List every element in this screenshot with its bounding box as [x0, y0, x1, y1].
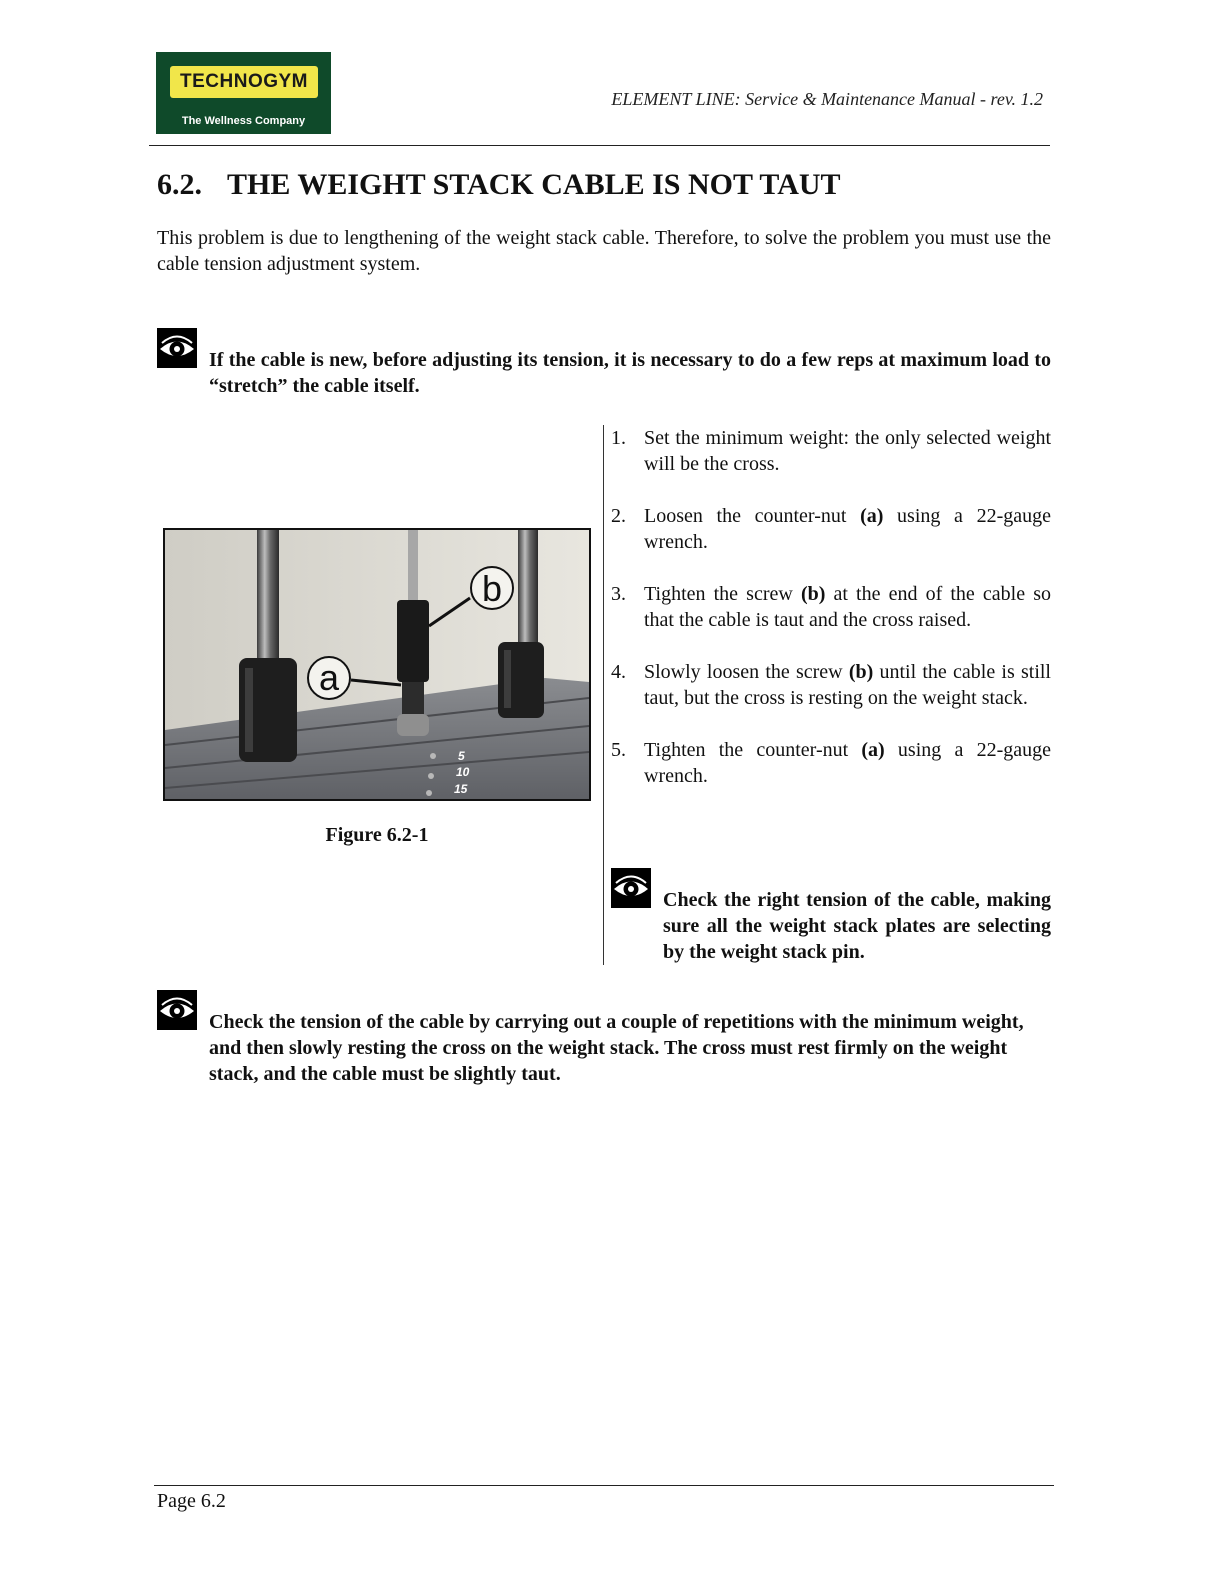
- callout-b-label: b: [481, 568, 503, 609]
- step-item: [611, 503, 1051, 555]
- note-check-plates: Check the right tension of the cable, making sure all the weight stack plates are selecting by the weight stack pin.: [663, 889, 1051, 963]
- manual-title: ELEMENT LINE: Service & Maintenance Manual - rev. 1.2: [611, 89, 1043, 109]
- plate-label-15: 15: [454, 782, 468, 796]
- step-item: [611, 425, 1051, 477]
- step-text: Tighten the counter-nut: [644, 739, 862, 761]
- step-text: using a 22-gauge wrench.: [644, 739, 1051, 787]
- section-number: 6.2.: [157, 168, 202, 201]
- step-number: 2.: [611, 505, 626, 527]
- section-heading: [157, 168, 841, 202]
- step-number: 1.: [611, 427, 626, 449]
- step-text: using a 22-gauge wrench.: [644, 505, 1051, 553]
- logo-wordmark: TECHNOGYM: [180, 71, 308, 92]
- step-item: [611, 659, 1051, 711]
- eye-icon: [611, 868, 651, 908]
- step-text: Loosen the counter-nut: [644, 505, 861, 527]
- note-check-tension: Check the tension of the cable by carrying out a couple of repetitions with the minimum weight, and then slowly resting the cross on the weight stack. The cross must rest firmly on the weight stack, and the cable must be slightly taut.: [209, 1011, 1024, 1085]
- section-title: THE WEIGHT STACK CABLE IS NOT TAUT: [227, 168, 841, 201]
- logo-tagline: The Wellness Company: [181, 115, 306, 127]
- plate-label-5: 5: [458, 749, 465, 763]
- technogym-logo: [156, 52, 331, 134]
- step-item: [611, 581, 1051, 633]
- step-text: at the end of the cable so that the cable is taut and the cross raised.: [644, 583, 1052, 631]
- step-ref: (b): [848, 661, 874, 683]
- step-text: Slowly loosen the screw: [644, 661, 849, 683]
- note-new-cable: If the cable is new, before adjusting its tension, it is necessary to do a few reps at maximum load to “stretch” the cable itself.: [209, 349, 1051, 397]
- step-ref: (a): [861, 739, 885, 761]
- page-number: Page 6.2: [157, 1490, 226, 1512]
- procedure-steps: [611, 425, 1051, 815]
- callout-a-label: a: [318, 657, 340, 698]
- step-ref: (a): [860, 505, 884, 527]
- footer-divider: [154, 1485, 1054, 1486]
- logo-badge: [170, 66, 318, 98]
- weight-stack-photo: [163, 528, 591, 801]
- step-number: 4.: [611, 661, 626, 683]
- step-number: 5.: [611, 739, 626, 761]
- step-ref: (b): [800, 583, 826, 605]
- step-text: until the cable is still taut, but the cross is resting on the weight stack.: [644, 661, 1051, 709]
- figure-caption: Figure 6.2-1: [325, 824, 429, 846]
- eye-icon: [157, 990, 197, 1030]
- step-text: Tighten the screw: [644, 583, 801, 605]
- step-number: 3.: [611, 583, 626, 605]
- column-divider: [603, 425, 604, 965]
- step-item: [611, 737, 1051, 789]
- intro-paragraph: This problem is due to lengthening of the weight stack cable. Therefore, to solve the problem you must use the cable tension adjustment system.: [157, 227, 1051, 275]
- plate-label-10: 10: [456, 765, 470, 779]
- step-text: Set the minimum weight: the only selected weight will be the cross.: [644, 427, 1051, 475]
- header-divider: [149, 145, 1050, 146]
- eye-icon: [157, 328, 197, 368]
